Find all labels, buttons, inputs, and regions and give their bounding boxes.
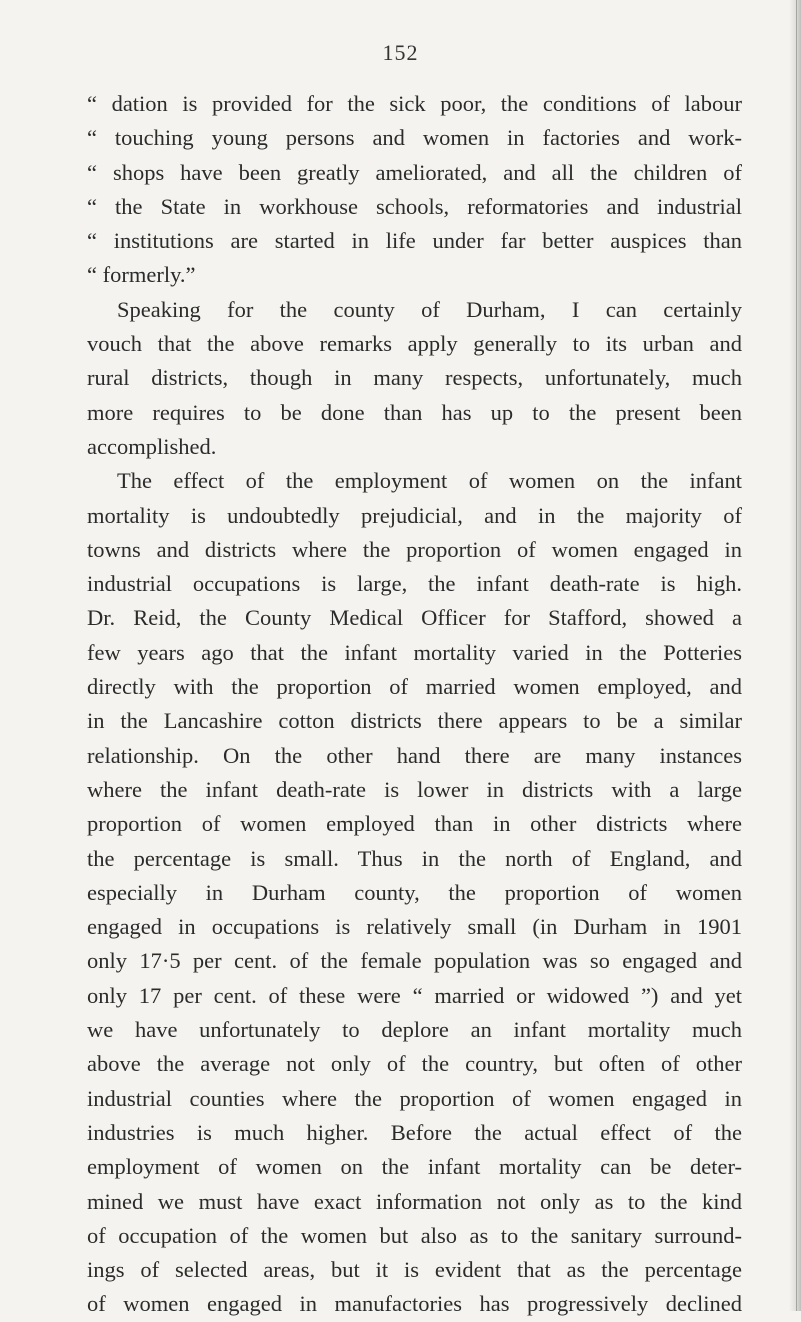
text-line: accomplished. [87,433,217,459]
text-line: the percentage is small. Thus in the north of England, and [87,845,742,871]
text-line: in the Lancashire cotton districts there appears to be a similar [87,708,742,734]
text-line: vouch that the above remarks apply generally to its urban and [87,331,742,357]
text-line: of occupation of the women but also as to the sanitary surround- [87,1222,742,1248]
text-line: industries is much higher. Before the actual effect of the [87,1119,742,1145]
text-line: especially in Durham county, the proportion of women [87,879,742,905]
text-line: rural districts, though in many respects, unfortunately, much [87,365,742,391]
text-line: industrial counties where the proportion of women engaged in [87,1085,742,1111]
text-line: directly with the proportion of married women employed, and [87,674,742,700]
text-line: The effect of the employment of women on the infant [117,468,742,494]
text-line: engaged in occupations is relatively small (in Durham in 1901 [87,914,742,940]
text-line: of women engaged in manufactories has progressively declined [87,1291,742,1317]
text-line: “ formerly.” [87,262,196,288]
text-line: only 17·5 per cent. of the female population was so engaged and [87,948,742,974]
text-line: “ dation is provided for the sick poor, the conditions of labour [87,91,742,116]
text-line: mortality is undoubtedly prejudicial, and in the majority of [87,502,742,528]
text-line: proportion of women employed than in other districts where [87,811,742,837]
text-line: “ institutions are started in life under far better auspices than [87,228,742,254]
text-line: above the average not only of the country, but often of other [87,1051,742,1077]
text-line: “ touching young persons and women in factories and work- [87,125,742,151]
page-edge-shadow [789,0,801,1311]
page-number: 152 [382,40,419,65]
text-line: employment of women on the infant mortality can be deter- [87,1154,742,1180]
text-line: where the infant death-rate is lower in districts with a large [87,776,742,802]
text-line: Dr. Reid, the County Medical Officer for Stafford, showed a [87,605,742,631]
text-line: mined we must have exact information not only as to the kind [87,1188,742,1214]
text-line: “ the State in workhouse schools, reformatories and industrial [87,193,742,219]
text-line: more requires to be done than has up to the present been [87,399,742,425]
text-line: relationship. On the other hand there are many instances [87,742,742,768]
text-line: few years ago that the infant mortality varied in the Potteries [87,639,742,665]
body-text [87,87,742,1322]
text-line: we have unfortunately to deplore an infant mortality much [87,1017,742,1043]
text-line: ings of selected areas, but it is evident that as the percentage [87,1257,742,1283]
text-line: Speaking for the county of Durham, I can certainly [117,296,742,322]
text-line: “ shops have been greatly ameliorated, and all the children of [87,159,742,185]
text-line: only 17 per cent. of these were “ married or widowed ”) and yet [87,982,742,1008]
page-edge-line [796,0,797,1311]
text-line: industrial occupations is large, the infant death-rate is high. [87,571,742,597]
text-line: towns and districts where the proportion of women engaged in [87,536,742,562]
